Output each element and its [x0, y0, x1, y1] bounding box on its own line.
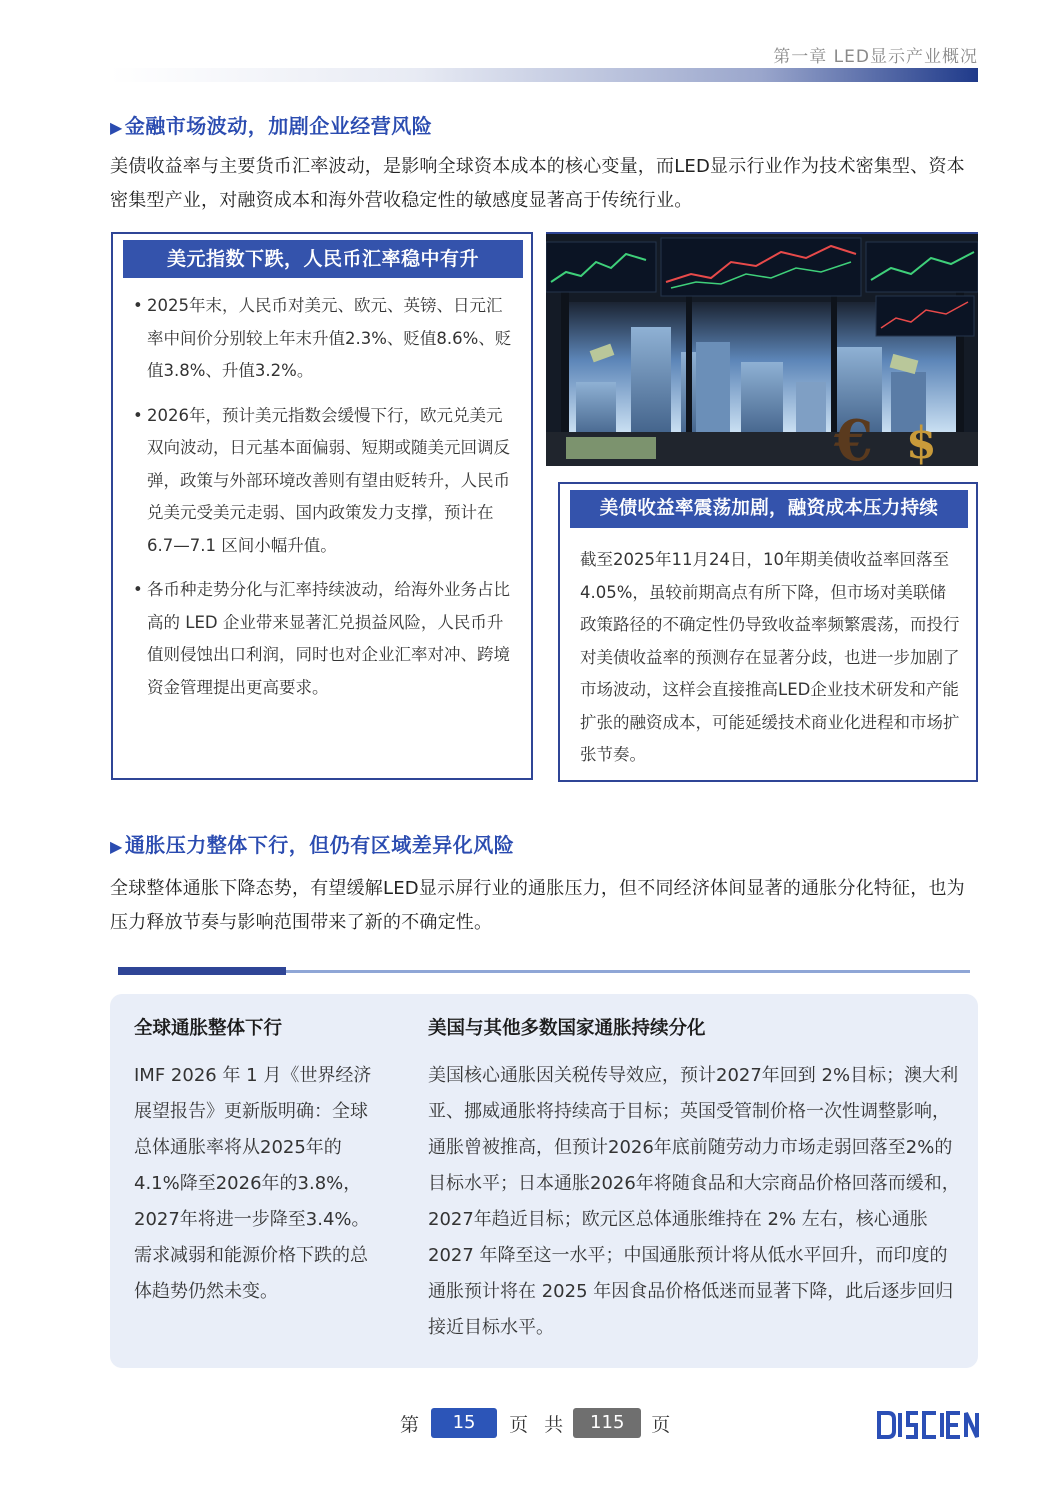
fx-box [111, 232, 533, 780]
panel-left-heading: 全球通胀整体下行 [134, 1018, 283, 1039]
footer-label: 共 [544, 1413, 564, 1436]
svg-text:$: $ [906, 418, 937, 466]
section-heading-text: 通胀压力整体下行，但仍有区域差异化风险 [124, 833, 515, 857]
section-intro-inflation: 全球整体通胀下降态势，有望缓解LED显示屏行业的通胀压力，但不同经济体间显著的通胀分化特征，也为压力释放节奏与影响范围带来了新的不确定性。 [110, 878, 965, 933]
section-heading-finance [110, 110, 432, 139]
section-heading-inflation [110, 829, 514, 858]
discien-logo-graphic [876, 1409, 980, 1441]
svg-text:€: € [834, 408, 873, 466]
section-intro-finance: 美债收益率与主要货币汇率波动，是影响全球资本成本的核心变量，而LED显示行业作为技术密集型、资本密集型产业，对融资成本和海外营收稳定性的敏感度显著高于传统行业。 [110, 156, 965, 211]
header-gradient-bar [110, 68, 978, 82]
current-page-badge: 15 [431, 1408, 497, 1438]
footer-label: 页 [651, 1413, 671, 1436]
total-pages-badge: 115 [573, 1408, 641, 1438]
panel-right-text: 美国核心通胀因关税传导效应，预计2027年回到 2%目标；澳大利亚、挪威通胀将持续高于目标；英国受管制价格一次性调整影响，通胀曾被推高，但预计2026年底前随劳动力市场走弱回落至2%的目标水平；日本通胀2026年将随食品和大宗商品价格回落而缓和，2027年趋近目标；欧元区总体通胀维持在 2% 左右，核心通胀 2027 年降至这一水平；中国通胀预计将从低水平回升，而印度的通胀预计将在 2025 年因食品价格低迷而显著下降，此后逐步回归接近目标水平。 [428, 1065, 960, 1338]
treasury-box [558, 482, 978, 782]
list-item: • 2025年末，人民币对美元、欧元、英镑、日元汇率中间价分别较上年末升值2.3%、贬值8.6%、贬值3.8%、升值3.2%。 [133, 290, 513, 388]
chapter-header: 第一章 LED显示产业概况 [773, 47, 978, 67]
panel-right-heading: 美国与其他多数国家通胀持续分化 [428, 1018, 706, 1039]
trading-room-illustration [546, 232, 978, 466]
fx-box-title: 美元指数下跌，人民币汇率稳中有升 [123, 240, 523, 278]
divider-thick [118, 967, 286, 975]
treasury-box-title: 美债收益率震荡加剧，融资成本压力持续 [570, 490, 968, 528]
discien-logo [876, 1409, 980, 1441]
inflation-panel [110, 994, 978, 1368]
footer-label: 第 [400, 1413, 420, 1436]
footer-label: 页 [509, 1413, 529, 1436]
treasury-box-text: 截至2025年11月24日，10年期美债收益率回落至4.05%，虽较前期高点有所下降，但市场对美联储政策路径的不确定性仍导致收益率频繁震荡，而投行对美债收益率的预测存在显著分歧，也进一步加剧了市场波动，这样会直接推高LED企业技术研发和产能扩张的融资成本，可能延缓技术商业化进程和市场扩张节奏。 [580, 550, 960, 764]
triangle-arrow-icon: ▶ [110, 118, 123, 137]
panel-left-text: IMF 2026 年 1 月《世界经济展望报告》更新版明确：全球总体通胀率将从2025年的4.1%降至2026年的3.8%，2027年将进一步降至3.4%。需求减弱和能源价格下跌的总体趋势仍然未变。 [134, 1065, 372, 1302]
section-heading-text: 金融市场波动，加剧企业经营风险 [124, 114, 433, 138]
triangle-arrow-icon: ▶ [110, 837, 123, 856]
page-footer [400, 1408, 670, 1442]
list-item: • 各币种走势分化与汇率持续波动，给海外业务占比高的 LED 企业带来显著汇兑损益风险，人民币升值则侵蚀出口利润，同时也对企业汇率对冲、跨境资金管理提出更高要求。 [133, 574, 513, 704]
trading-room-image [546, 232, 978, 466]
list-item: • 2026年，预计美元指数会缓慢下行，欧元兑美元双向波动，日元基本面偏弱、短期或随美元回调反弹，政策与外部环境改善则有望由贬转升，人民币兑美元受美元走弱、国内政策发力支撑，预计在 6.7—7.1 区间小幅升值。 [133, 400, 513, 563]
fx-bullet-list [133, 290, 513, 716]
image-top-rule [546, 232, 978, 234]
